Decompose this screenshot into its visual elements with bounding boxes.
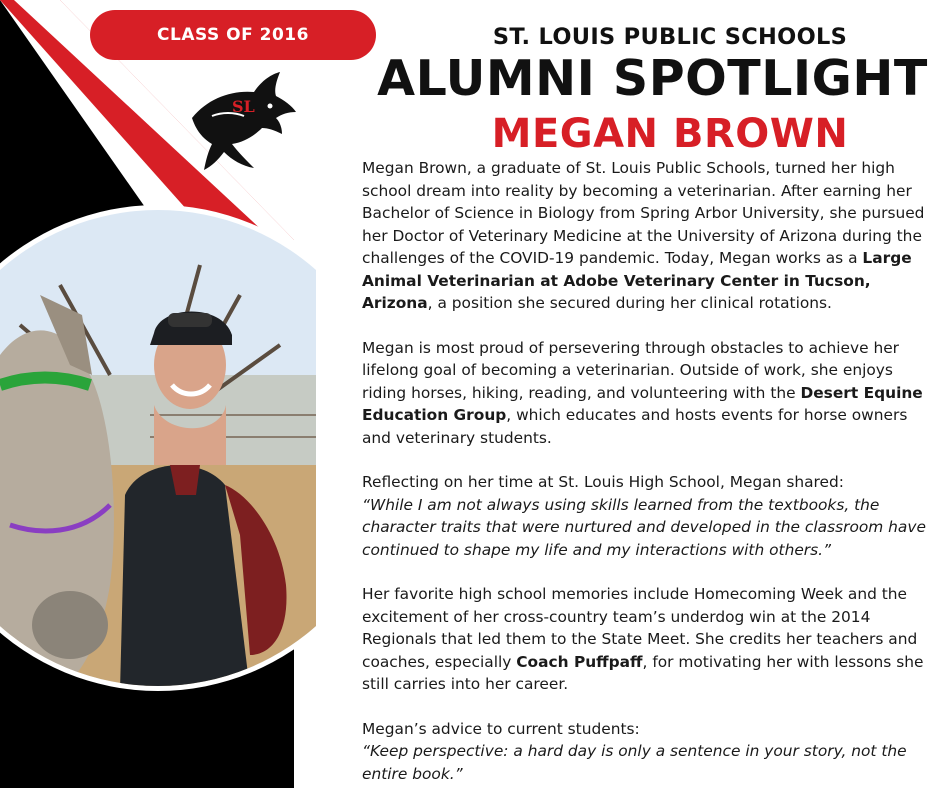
paragraph-text: , which educates and hosts events for horse owners and veterinary students. xyxy=(362,406,908,447)
svg-text:SL: SL xyxy=(232,97,255,116)
quote-reflection: “While I am not always using skills learned from the textbooks, the character traits that were nurtured and developed in the classroom have continued to shape my life and my interactions with others.” xyxy=(362,495,926,559)
highlight-organization: Desert Equine Education Group xyxy=(362,383,923,424)
alumni-photo xyxy=(0,205,316,691)
paragraph-text: , for motivating her with lessons she still carries into her career. xyxy=(362,652,924,693)
shark-icon xyxy=(188,72,298,172)
class-of-badge: CLASS OF 2016 xyxy=(90,10,376,60)
highlight-position: Large Animal Veterinarian at Adobe Veterinary Center in Tucson, Arizona xyxy=(362,249,912,312)
paragraph-text: Megan is most proud of persevering through obstacles to achieve her lifelong goal of becoming a veterinarian. Outside of work, she enjoys riding horses, hiking, reading, and volunteering with the xyxy=(362,338,900,402)
quote-advice: “Keep perspective: a hard day is only a sentence in your story, not the entire book.” xyxy=(362,742,907,783)
alumni-name: MEGAN BROWN xyxy=(491,111,849,157)
highlight-coach: Coach Puffpaff xyxy=(516,652,643,671)
article-body xyxy=(362,157,937,807)
paragraph-memories xyxy=(362,583,937,696)
paragraph-intro: Megan’s advice to current students: xyxy=(362,719,640,738)
school-name: ST. LOUIS PUBLIC SCHOOLS xyxy=(492,24,848,50)
paragraph-reflection xyxy=(362,471,937,561)
page-title: ALUMNI SPOTLIGHT xyxy=(377,50,928,107)
paragraph-intro: Reflecting on her time at St. Louis High School, Megan shared: xyxy=(362,473,844,491)
paragraph-text: , a position she secured during her clinical rotations. xyxy=(427,294,832,312)
paragraph-text: Megan Brown, a graduate of St. Louis Public Schools, turned her high school dream into reality by becoming a veterinarian. After earning her Bachelor of Science in Biology from Spring Arbor University, she pursued her Doctor of Veterinary Medicine at the University of Arizona during the challenges of the COVID-19 pandemic. Today, Megan works as a xyxy=(362,159,925,267)
paragraph-text: Her favorite high school memories include Homecoming Week and the excitement of her cross-country team’s underdog win at the 2014 Regionals that led them to the State Meet. She credits her teachers and coaches, especially xyxy=(362,585,918,671)
paragraph-interests xyxy=(362,337,937,450)
paragraph-advice xyxy=(362,718,937,786)
paragraph-education xyxy=(362,157,937,315)
